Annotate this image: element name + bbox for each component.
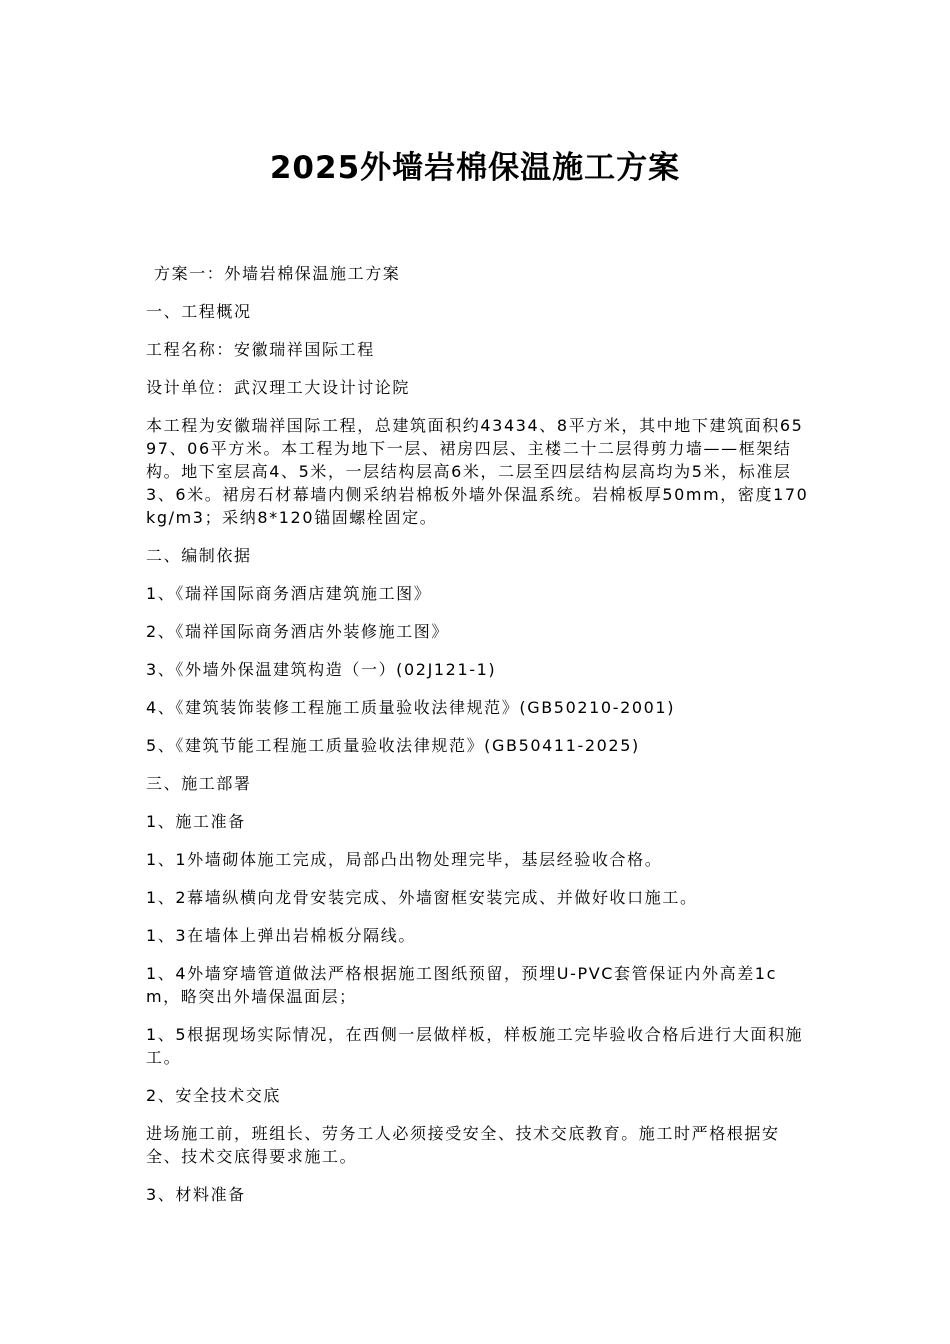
overview-paragraph: 本工程为安徽瑞祥国际工程，总建筑面积约43434、8平方米，其中地下建筑面积6597、06平方米。本工程为地下一层、裙房四层、主楼二十二层得剪力墙——框架结构。地下室层高4、5米，一层结构层高6米，二层至四层结构层高均为5米，标准层3、6米。裙房石材幕墙内侧采纳岩棉板外墙外保温系统。岩棉板厚50mm，密度170kg/m3；采纳8*120锚固螺栓固定。 bbox=[146, 416, 809, 527]
safety-paragraph: 进场施工前，班组长、劳务工人必须接受安全、技术交底教育。施工时严格根据安全、技术交底得要求施工。 bbox=[146, 1124, 780, 1166]
document-body bbox=[146, 262, 810, 1221]
preparation-item-1-2: 1、2幕墙纵横向龙骨安装完成、外墙窗框安装完成、并做好收口施工。 bbox=[146, 888, 698, 907]
scheme-heading: 方案一：外墙岩棉保温施工方案 bbox=[154, 264, 401, 283]
basis-item-3: 3、《外墙外保温建筑构造（一）(02J121-1) bbox=[146, 660, 497, 679]
project-name-line: 工程名称：安徽瑞祥国际工程 bbox=[146, 340, 375, 359]
basis-item-1: 1、《瑞祥国际商务酒店建筑施工图》 bbox=[146, 584, 432, 603]
section-heading-deployment: 三、施工部署 bbox=[146, 774, 252, 793]
section-heading-overview: 一、工程概况 bbox=[146, 302, 252, 321]
preparation-item-1-1: 1、1外墙砌体施工完成，局部凸出物处理完毕，基层经验收合格。 bbox=[146, 850, 663, 869]
subsection-heading-safety: 2、安全技术交底 bbox=[146, 1086, 281, 1105]
preparation-item-1-5: 1、5根据现场实际情况，在西侧一层做样板，样板施工完毕验收合格后进行大面积施工。 bbox=[146, 1025, 804, 1067]
basis-item-2: 2、《瑞祥国际商务酒店外装修施工图》 bbox=[146, 622, 449, 641]
preparation-item-1-3: 1、3在墙体上弹出岩棉板分隔线。 bbox=[146, 926, 416, 945]
design-unit-line: 设计单位：武汉理工大设计讨论院 bbox=[146, 378, 411, 397]
subsection-heading-preparation: 1、施工准备 bbox=[146, 812, 246, 831]
basis-item-5: 5、《建筑节能工程施工质量验收法律规范》(GB50411-2025) bbox=[146, 736, 640, 755]
document-title: 2025外墙岩棉保温施工方案 bbox=[269, 150, 681, 186]
section-heading-basis: 二、编制依据 bbox=[146, 546, 252, 565]
subsection-heading-materials: 3、材料准备 bbox=[146, 1185, 246, 1204]
preparation-item-1-4: 1、4外墙穿墙管道做法严格根据施工图纸预留，预埋U-PVC套管保证内外高差1cm，略突出外墙保温面层； bbox=[146, 964, 777, 1006]
basis-item-4: 4、《建筑装饰装修工程施工质量验收法律规范》(GB50210-2001) bbox=[146, 698, 676, 717]
